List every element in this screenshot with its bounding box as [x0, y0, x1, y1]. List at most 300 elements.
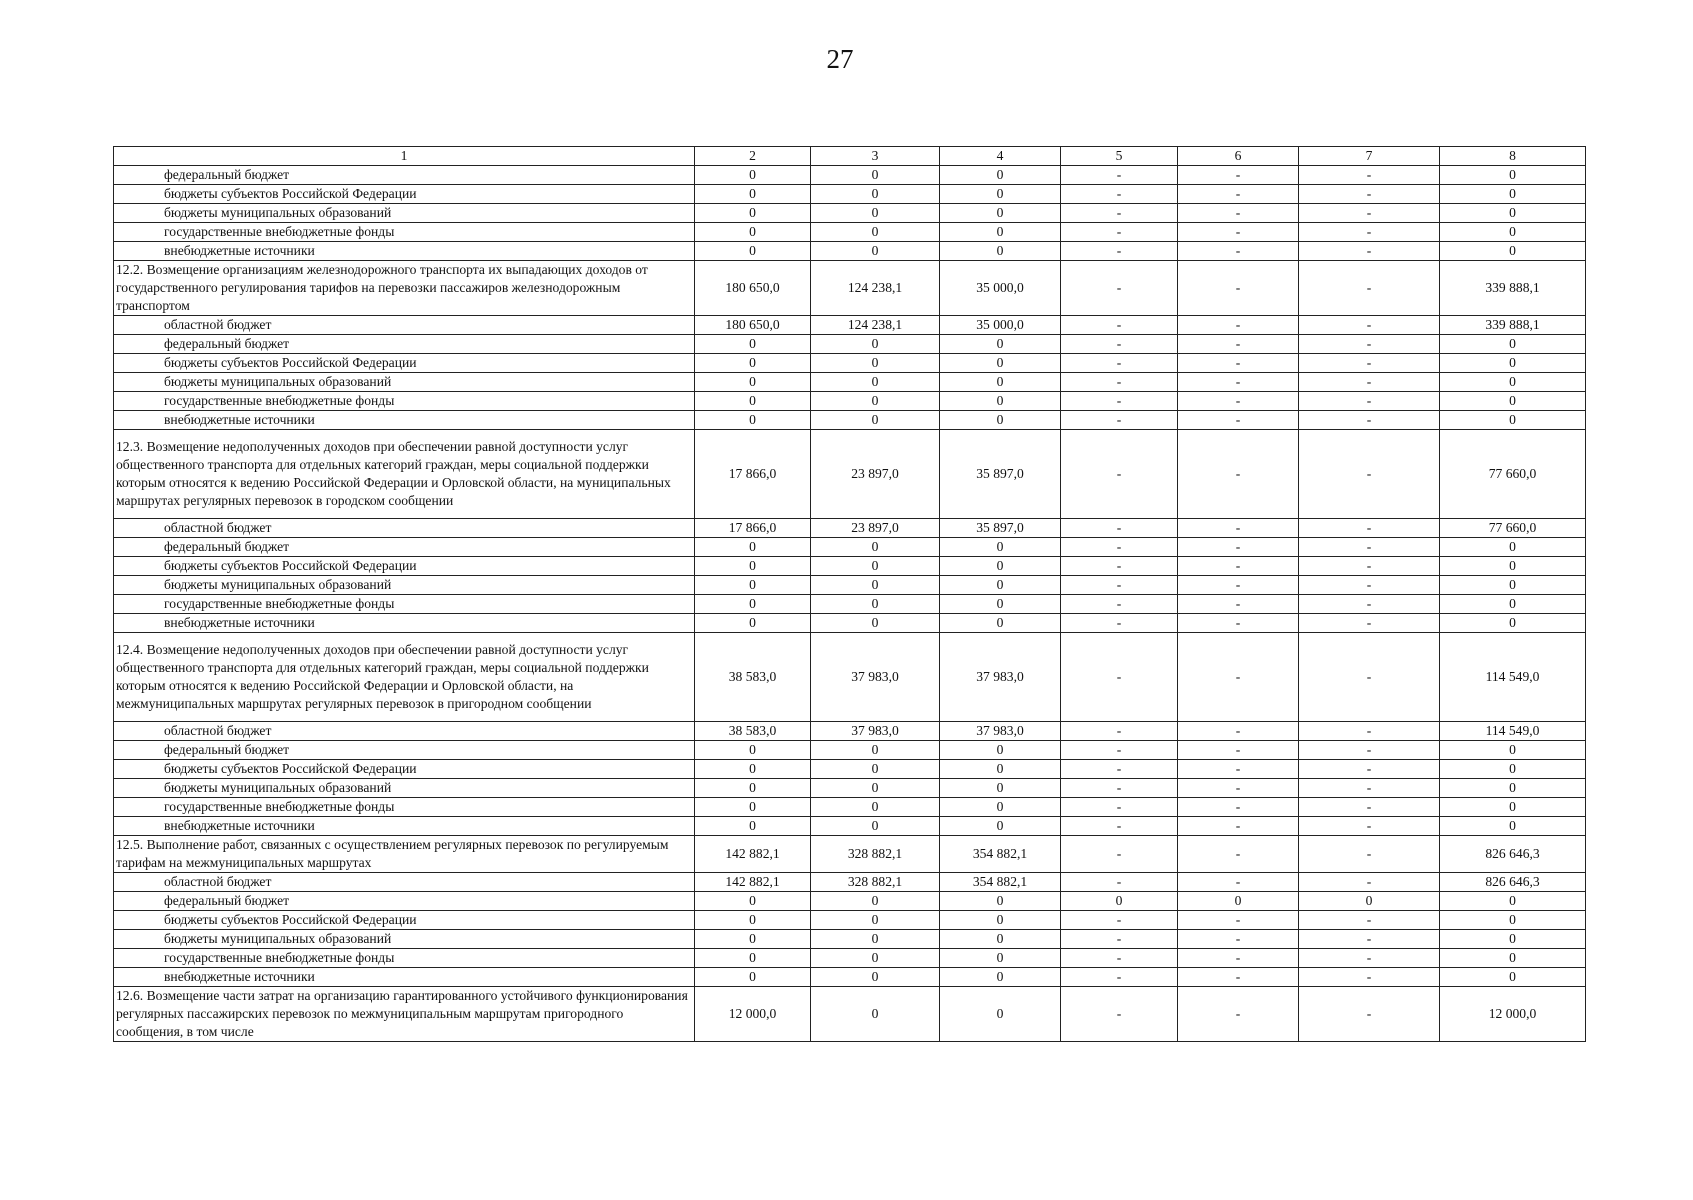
table-cell: 0 — [811, 968, 940, 987]
row-label: федеральный бюджет — [114, 741, 695, 760]
table-cell: 826 646,3 — [1440, 873, 1586, 892]
table-cell: - — [1061, 373, 1178, 392]
table-cell: - — [1299, 223, 1440, 242]
table-cell: 0 — [940, 741, 1061, 760]
table-cell: - — [1299, 968, 1440, 987]
table-cell: - — [1178, 836, 1299, 873]
table-row-subitem — [114, 242, 1586, 261]
table-cell: 35 000,0 — [940, 261, 1061, 316]
table-cell: 23 897,0 — [811, 430, 940, 519]
table-cell: 38 583,0 — [695, 722, 811, 741]
table-cell: 0 — [695, 411, 811, 430]
table-cell: - — [1299, 873, 1440, 892]
table-cell: 0 — [811, 411, 940, 430]
table-cell: 0 — [695, 968, 811, 987]
table-cell: - — [1178, 430, 1299, 519]
table-cell: - — [1061, 261, 1178, 316]
table-cell: - — [1061, 335, 1178, 354]
table-cell: 0 — [695, 892, 811, 911]
table-cell: 339 888,1 — [1440, 261, 1586, 316]
table-row-subitem — [114, 166, 1586, 185]
table-cell: - — [1299, 911, 1440, 930]
table-cell: 0 — [940, 204, 1061, 223]
table-cell: 0 — [1440, 392, 1586, 411]
table-cell: 0 — [695, 798, 811, 817]
page-number: 27 — [826, 44, 854, 74]
table-cell: - — [1061, 557, 1178, 576]
table-cell: 0 — [695, 911, 811, 930]
table-cell: - — [1178, 223, 1299, 242]
table-cell: - — [1061, 836, 1178, 873]
table-cell: 114 549,0 — [1440, 722, 1586, 741]
table-cell: 0 — [695, 779, 811, 798]
table-cell: 0 — [695, 595, 811, 614]
table-cell: - — [1299, 204, 1440, 223]
table-cell: 0 — [1440, 817, 1586, 836]
table-cell: 0 — [1440, 354, 1586, 373]
table-row-subitem — [114, 817, 1586, 836]
table-cell: 0 — [695, 335, 811, 354]
column-header: 7 — [1299, 147, 1440, 166]
table-cell: - — [1299, 373, 1440, 392]
table-cell: - — [1299, 538, 1440, 557]
table-cell: 0 — [695, 930, 811, 949]
table-cell: - — [1061, 185, 1178, 204]
table-row-subitem — [114, 576, 1586, 595]
table-cell: 0 — [811, 987, 940, 1042]
table-cell: - — [1178, 166, 1299, 185]
table-row-subitem — [114, 741, 1586, 760]
table-cell: - — [1178, 779, 1299, 798]
table-cell: - — [1061, 968, 1178, 987]
table-cell: - — [1061, 873, 1178, 892]
table-cell: 0 — [940, 223, 1061, 242]
row-label: государственные внебюджетные фонды — [114, 798, 695, 817]
table-cell: - — [1061, 779, 1178, 798]
row-label: 12.6. Возмещение части затрат на организацию гарантированного устойчивого функционирования регулярных пассажирских перевозок по межмуниципальным маршрутам пригородного сообщения, в том числе — [114, 987, 695, 1042]
row-label: областной бюджет — [114, 316, 695, 335]
table-cell: - — [1299, 557, 1440, 576]
table-cell: 37 983,0 — [811, 633, 940, 722]
table-cell: 0 — [1440, 595, 1586, 614]
table-cell: - — [1299, 576, 1440, 595]
table-cell: - — [1299, 949, 1440, 968]
row-label: 12.3. Возмещение недополученных доходов при обеспечении равной доступности услуг общественного транспорта для отдельных категорий граждан, меры социальной поддержки которым относятся к ведению Российской Федерации и Орловской области, на муниципальных маршрутах регулярных перевозок в городском сообщении — [114, 430, 695, 519]
table-row-subitem — [114, 779, 1586, 798]
row-label: внебюджетные источники — [114, 614, 695, 633]
table-cell: - — [1178, 873, 1299, 892]
table-body — [114, 147, 1586, 1042]
table-cell: 0 — [1440, 373, 1586, 392]
table-cell: 0 — [940, 930, 1061, 949]
row-label: областной бюджет — [114, 722, 695, 741]
table-cell: - — [1178, 242, 1299, 261]
table-cell: 37 983,0 — [811, 722, 940, 741]
table-cell: 0 — [940, 242, 1061, 261]
table-cell: - — [1061, 223, 1178, 242]
table-cell: 0 — [695, 185, 811, 204]
table-cell: 339 888,1 — [1440, 316, 1586, 335]
row-label: 12.5. Выполнение работ, связанных с осуществлением регулярных перевозок по регулируемым тарифам на межмуниципальных маршрутах — [114, 836, 695, 873]
table-cell: - — [1299, 836, 1440, 873]
table-cell: - — [1299, 392, 1440, 411]
table-cell: - — [1178, 204, 1299, 223]
table-row-subitem — [114, 204, 1586, 223]
table-cell: 354 882,1 — [940, 836, 1061, 873]
table-cell: - — [1178, 354, 1299, 373]
table-row-item — [114, 633, 1586, 722]
table-cell: - — [1299, 430, 1440, 519]
table-cell: 0 — [811, 892, 940, 911]
table-cell: 0 — [695, 614, 811, 633]
table-cell: 0 — [811, 223, 940, 242]
table-cell: 0 — [1440, 242, 1586, 261]
table-cell: 0 — [1440, 576, 1586, 595]
table-cell: - — [1299, 335, 1440, 354]
table-cell: 0 — [1440, 968, 1586, 987]
table-cell: 0 — [811, 204, 940, 223]
row-label: бюджеты субъектов Российской Федерации — [114, 185, 695, 204]
budget-table — [113, 146, 1586, 1042]
table-cell: - — [1061, 411, 1178, 430]
table-row-item — [114, 430, 1586, 519]
table-cell: - — [1299, 614, 1440, 633]
column-header: 1 — [114, 147, 695, 166]
table-cell: - — [1178, 633, 1299, 722]
table-cell: 0 — [811, 760, 940, 779]
table-cell: - — [1178, 316, 1299, 335]
column-header: 3 — [811, 147, 940, 166]
table-cell: - — [1178, 261, 1299, 316]
table-cell: - — [1299, 633, 1440, 722]
table-cell: 124 238,1 — [811, 261, 940, 316]
table-row-subitem — [114, 185, 1586, 204]
table-row-item — [114, 987, 1586, 1042]
table-cell: 0 — [811, 949, 940, 968]
table-cell: 0 — [940, 557, 1061, 576]
table-cell: 0 — [811, 392, 940, 411]
table-cell: 0 — [695, 817, 811, 836]
table-row-subitem — [114, 335, 1586, 354]
table-cell: - — [1178, 595, 1299, 614]
table-row-subitem — [114, 614, 1586, 633]
table-cell: - — [1299, 261, 1440, 316]
table-cell: 0 — [811, 798, 940, 817]
table-cell: - — [1061, 614, 1178, 633]
table-cell: 0 — [1440, 204, 1586, 223]
table-cell: 12 000,0 — [1440, 987, 1586, 1042]
table-cell: 0 — [811, 817, 940, 836]
table-cell: 0 — [811, 354, 940, 373]
row-label: бюджеты муниципальных образований — [114, 576, 695, 595]
table-cell: 0 — [811, 595, 940, 614]
table-cell: - — [1178, 614, 1299, 633]
table-cell: 0 — [811, 185, 940, 204]
table-cell: 0 — [1440, 538, 1586, 557]
row-label: внебюджетные источники — [114, 411, 695, 430]
row-label: бюджеты муниципальных образований — [114, 204, 695, 223]
table-row-subitem — [114, 798, 1586, 817]
column-header: 5 — [1061, 147, 1178, 166]
table-cell: 0 — [1440, 930, 1586, 949]
table-cell: 0 — [1440, 185, 1586, 204]
table-cell: - — [1178, 722, 1299, 741]
table-cell: 0 — [940, 576, 1061, 595]
table-cell: 0 — [811, 614, 940, 633]
table-cell: 0 — [695, 204, 811, 223]
table-cell: 77 660,0 — [1440, 519, 1586, 538]
table-cell: - — [1061, 798, 1178, 817]
table-cell: - — [1178, 949, 1299, 968]
table-cell: 0 — [1440, 949, 1586, 968]
table-row-subitem — [114, 873, 1586, 892]
table-cell: - — [1061, 817, 1178, 836]
table-cell: 0 — [1299, 892, 1440, 911]
table-row-subitem — [114, 892, 1586, 911]
table-cell: 12 000,0 — [695, 987, 811, 1042]
table-cell: - — [1061, 595, 1178, 614]
table-cell: - — [1299, 817, 1440, 836]
row-label: бюджеты субъектов Российской Федерации — [114, 354, 695, 373]
table-cell: - — [1178, 987, 1299, 1042]
table-cell: 0 — [811, 911, 940, 930]
table-cell: - — [1061, 576, 1178, 595]
row-label: государственные внебюджетные фонды — [114, 223, 695, 242]
table-row-item — [114, 261, 1586, 316]
table-cell: - — [1178, 576, 1299, 595]
row-label: внебюджетные источники — [114, 817, 695, 836]
table-cell: - — [1178, 519, 1299, 538]
row-label: 12.2. Возмещение организациям железнодорожного транспорта их выпадающих доходов от государственного регулирования тарифов на перевозки пассажиров железнодорожным транспортом — [114, 261, 695, 316]
table-cell: - — [1299, 987, 1440, 1042]
table-cell: 0 — [811, 779, 940, 798]
table-cell: - — [1178, 557, 1299, 576]
table-row-subitem — [114, 223, 1586, 242]
row-label: федеральный бюджет — [114, 166, 695, 185]
table-cell: - — [1299, 411, 1440, 430]
table-cell: 17 866,0 — [695, 519, 811, 538]
table-cell: 37 983,0 — [940, 722, 1061, 741]
table-cell: 0 — [695, 949, 811, 968]
table-cell: 142 882,1 — [695, 836, 811, 873]
table-cell: - — [1299, 354, 1440, 373]
table-cell: - — [1061, 741, 1178, 760]
table-cell: 0 — [940, 760, 1061, 779]
table-row-subitem — [114, 392, 1586, 411]
table-cell: - — [1061, 722, 1178, 741]
table-cell: - — [1299, 519, 1440, 538]
table-cell: - — [1178, 185, 1299, 204]
table-cell: - — [1299, 185, 1440, 204]
table-cell: 0 — [940, 614, 1061, 633]
table-cell: 0 — [1178, 892, 1299, 911]
row-label: внебюджетные источники — [114, 968, 695, 987]
table-row-subitem — [114, 557, 1586, 576]
row-label: 12.4. Возмещение недополученных доходов при обеспечении равной доступности услуг общественного транспорта для отдельных категорий граждан, меры социальной поддержки которым относятся к ведению Российской Федерации и Орловской области, на межмуниципальных маршрутах регулярных перевозок в пригородном сообщении — [114, 633, 695, 722]
table-cell: 0 — [940, 335, 1061, 354]
table-cell: 0 — [1061, 892, 1178, 911]
table-cell: 0 — [940, 354, 1061, 373]
table-cell: - — [1178, 373, 1299, 392]
row-label: бюджеты субъектов Российской Федерации — [114, 911, 695, 930]
table-cell: 0 — [1440, 911, 1586, 930]
table-cell: 0 — [940, 798, 1061, 817]
row-label: федеральный бюджет — [114, 892, 695, 911]
table-cell: 826 646,3 — [1440, 836, 1586, 873]
table-cell: 0 — [811, 166, 940, 185]
table-cell: 0 — [811, 557, 940, 576]
table-cell: 35 000,0 — [940, 316, 1061, 335]
table-cell: 0 — [811, 538, 940, 557]
table-cell: 0 — [940, 911, 1061, 930]
table-cell: 0 — [695, 223, 811, 242]
table-cell: - — [1299, 242, 1440, 261]
table-cell: - — [1178, 760, 1299, 779]
column-header: 4 — [940, 147, 1061, 166]
table-cell: 0 — [940, 779, 1061, 798]
table-cell: 354 882,1 — [940, 873, 1061, 892]
row-label: государственные внебюджетные фонды — [114, 595, 695, 614]
table-cell: - — [1178, 817, 1299, 836]
table-cell: 0 — [940, 373, 1061, 392]
table-cell: 38 583,0 — [695, 633, 811, 722]
table-cell: 35 897,0 — [940, 430, 1061, 519]
table-cell: 0 — [940, 185, 1061, 204]
row-label: федеральный бюджет — [114, 335, 695, 354]
table-row-subitem — [114, 722, 1586, 741]
column-header: 2 — [695, 147, 811, 166]
table-cell: 0 — [940, 892, 1061, 911]
table-cell: - — [1061, 633, 1178, 722]
table-cell: 142 882,1 — [695, 873, 811, 892]
table-cell: 35 897,0 — [940, 519, 1061, 538]
table-cell: 0 — [695, 557, 811, 576]
table-cell: 23 897,0 — [811, 519, 940, 538]
table-row-subitem — [114, 373, 1586, 392]
table-cell: 0 — [695, 741, 811, 760]
table-cell: - — [1178, 538, 1299, 557]
table-cell: 77 660,0 — [1440, 430, 1586, 519]
table-cell: 0 — [1440, 741, 1586, 760]
table-cell: - — [1178, 968, 1299, 987]
table-cell: 0 — [940, 166, 1061, 185]
column-header: 6 — [1178, 147, 1299, 166]
table-cell: - — [1178, 392, 1299, 411]
table-cell: - — [1299, 760, 1440, 779]
table-cell: - — [1178, 411, 1299, 430]
row-label: внебюджетные источники — [114, 242, 695, 261]
table-cell: - — [1299, 798, 1440, 817]
row-label: бюджеты муниципальных образований — [114, 930, 695, 949]
table-row-subitem — [114, 519, 1586, 538]
table-cell: 0 — [695, 242, 811, 261]
table-cell: 0 — [695, 373, 811, 392]
table-cell: - — [1061, 519, 1178, 538]
table-cell: 0 — [811, 576, 940, 595]
table-row-subitem — [114, 316, 1586, 335]
table-cell: 0 — [940, 538, 1061, 557]
table-row-subitem — [114, 968, 1586, 987]
table-cell: 0 — [1440, 335, 1586, 354]
table-cell: 0 — [1440, 223, 1586, 242]
table-cell: - — [1178, 911, 1299, 930]
row-label: федеральный бюджет — [114, 538, 695, 557]
table-cell: - — [1061, 204, 1178, 223]
table-cell: 0 — [811, 335, 940, 354]
table-cell: 0 — [940, 392, 1061, 411]
table-cell: - — [1061, 930, 1178, 949]
table-row-subitem — [114, 595, 1586, 614]
table-cell: 0 — [1440, 557, 1586, 576]
table-cell: 0 — [811, 741, 940, 760]
table-row-subitem — [114, 354, 1586, 373]
table-row-subitem — [114, 411, 1586, 430]
table-cell: 0 — [940, 817, 1061, 836]
table-cell: - — [1061, 949, 1178, 968]
table-cell: 0 — [695, 166, 811, 185]
table-cell: - — [1061, 242, 1178, 261]
table-row-subitem — [114, 911, 1586, 930]
table-row-subitem — [114, 760, 1586, 779]
table-cell: - — [1299, 741, 1440, 760]
table-cell: 328 882,1 — [811, 873, 940, 892]
table-cell: - — [1299, 779, 1440, 798]
table-row-subitem — [114, 949, 1586, 968]
table-cell: 0 — [1440, 614, 1586, 633]
table-cell: - — [1061, 354, 1178, 373]
table-cell: - — [1061, 987, 1178, 1042]
table-cell: 0 — [1440, 760, 1586, 779]
table-cell: 180 650,0 — [695, 316, 811, 335]
table-cell: 0 — [811, 930, 940, 949]
table-cell: 0 — [695, 576, 811, 595]
table-cell: 0 — [940, 968, 1061, 987]
table-cell: 0 — [1440, 411, 1586, 430]
table-cell: 0 — [940, 411, 1061, 430]
table-cell: - — [1178, 798, 1299, 817]
table-cell: 0 — [1440, 779, 1586, 798]
table-cell: - — [1299, 166, 1440, 185]
row-label: государственные внебюджетные фонды — [114, 949, 695, 968]
table-cell: - — [1178, 335, 1299, 354]
table-cell: - — [1299, 595, 1440, 614]
column-header: 8 — [1440, 147, 1586, 166]
row-label: бюджеты субъектов Российской Федерации — [114, 760, 695, 779]
table-cell: 0 — [1440, 798, 1586, 817]
table-cell: - — [1299, 930, 1440, 949]
table-cell: 0 — [695, 392, 811, 411]
table-cell: 180 650,0 — [695, 261, 811, 316]
table-cell: - — [1299, 316, 1440, 335]
table-cell: - — [1299, 722, 1440, 741]
row-label: областной бюджет — [114, 873, 695, 892]
table-cell: - — [1178, 930, 1299, 949]
table-cell: 0 — [940, 949, 1061, 968]
table-cell: 0 — [811, 373, 940, 392]
table-cell: 0 — [811, 242, 940, 261]
table-cell: 114 549,0 — [1440, 633, 1586, 722]
row-label: областной бюджет — [114, 519, 695, 538]
row-label: бюджеты муниципальных образований — [114, 779, 695, 798]
table-cell: 124 238,1 — [811, 316, 940, 335]
table-cell: - — [1178, 741, 1299, 760]
table-cell: - — [1061, 538, 1178, 557]
table-cell: 0 — [695, 538, 811, 557]
row-label: бюджеты субъектов Российской Федерации — [114, 557, 695, 576]
table-cell: - — [1061, 392, 1178, 411]
table-cell: - — [1061, 430, 1178, 519]
table-row-item — [114, 836, 1586, 873]
